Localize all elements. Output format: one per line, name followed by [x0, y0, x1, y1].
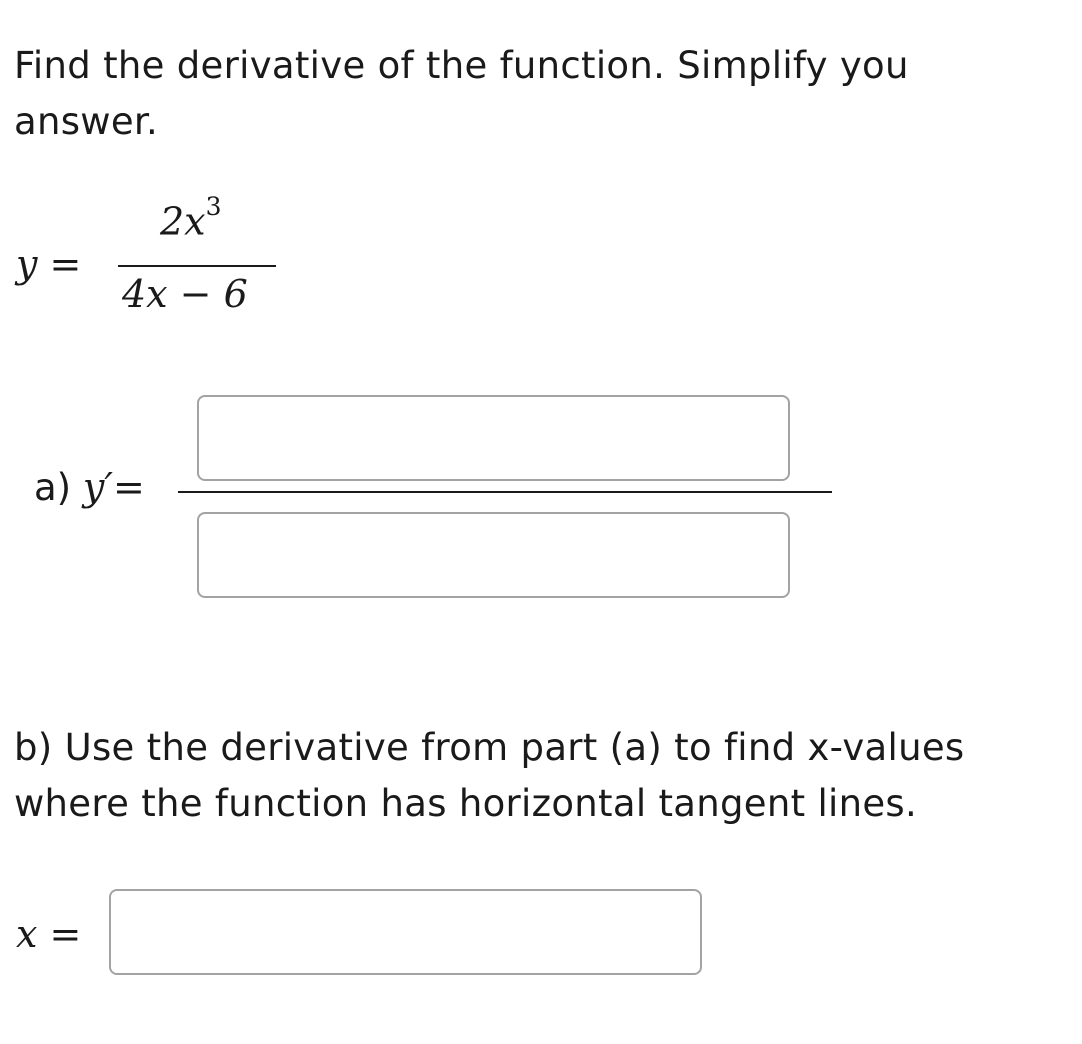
x-values-input[interactable] — [109, 889, 702, 975]
denominator-input[interactable] — [197, 512, 790, 598]
part-a-label — [34, 465, 145, 509]
equation-numerator — [160, 192, 222, 244]
equation-lhs: y = — [16, 242, 82, 286]
numerator-coef: 2x — [160, 199, 206, 244]
numerator-exponent: 3 — [205, 192, 222, 221]
answer-fraction-bar — [178, 491, 832, 493]
part-b-text: b) Use the derivative from part (a) to find x-values where the function has horizontal tangent lines. — [14, 726, 965, 825]
part-a-expression: y′= — [82, 465, 145, 509]
question-prompt: Find the derivative of the function. Simplify you answer. — [14, 44, 909, 143]
fraction-bar — [118, 265, 276, 267]
numerator-input[interactable] — [197, 395, 790, 481]
function-equation — [10, 190, 330, 330]
equation-denominator: 4x − 6 — [122, 272, 248, 316]
part-a-letter: a) — [34, 466, 72, 509]
x-label: x = — [16, 912, 82, 956]
